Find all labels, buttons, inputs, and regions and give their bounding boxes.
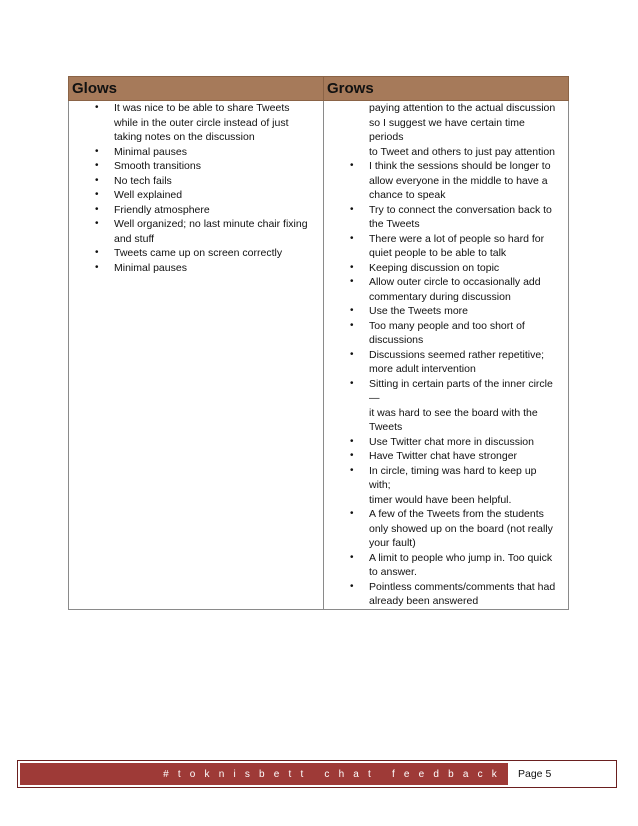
page-footer [17,760,617,788]
list-item [324,159,568,174]
list-item-text: Too many people and too short of [369,319,525,332]
list-item-text: more adult intervention [369,363,476,375]
list-item [324,348,568,363]
list-item-continued [324,116,568,145]
list-item-text: to answer. [369,566,417,578]
list-item-text: Discussions seemed rather repetitive; [369,348,545,361]
list-item-text: Allow outer circle to occasionally add [369,276,541,288]
bullet-icon: • [95,261,99,273]
feedback-table [68,76,569,610]
bullet-icon: • [350,464,354,476]
list-item [324,522,568,537]
list-item-text: Minimal pauses [114,145,187,158]
list-item [324,435,568,450]
bullet-icon: • [350,319,354,331]
list-item-text: and stuff [114,232,155,245]
bullet-icon: • [350,551,354,563]
list-item [324,275,568,290]
list-item [69,174,323,189]
glows-header: Glows [69,77,324,101]
list-item-text: allow everyone in the middle to have a [369,174,548,187]
bullet-icon: • [95,189,99,200]
bullet-icon: • [95,174,99,186]
list-item [324,406,568,421]
list-item-text: only showed up on the board (not really [369,522,553,535]
bullet-icon: • [350,377,354,389]
bullet-icon: • [350,508,354,519]
list-item [324,580,568,595]
bullet-icon: • [350,305,354,316]
bullet-icon: • [350,232,354,244]
grows-list [324,101,568,609]
list-item-text: so I suggest we have certain time periods [369,116,525,143]
list-item [324,449,568,464]
list-item [324,565,568,580]
list-item-text: chance to speak [369,189,446,201]
bullet-icon: • [95,102,99,113]
list-item-text: your fault) [369,537,416,549]
list-item [324,536,568,551]
list-item-text: Tweets [369,421,403,433]
list-item [69,261,323,276]
table-header-row [69,77,569,101]
grows-header: Grows [324,77,569,101]
list-item-text: Try to connect the conversation back to [369,203,552,216]
list-item-text: discussions [369,334,424,346]
list-item-text: Use the Tweets more [369,305,469,317]
list-item [324,261,568,276]
list-item [69,145,323,160]
bullet-icon: • [95,160,99,171]
list-item-text: A few of the Tweets from the students [369,508,544,520]
list-item-text: already been answered [369,595,479,607]
list-item [324,551,568,566]
list-item-text: paying attention to the actual discussion [369,102,556,114]
footer-hashtag-band [20,763,508,785]
list-item-continued [324,145,568,160]
bullet-icon: • [95,247,99,258]
list-item [324,377,568,406]
list-item-text: There were a lot of people so hard for [369,232,545,245]
list-item-text: commentary during discussion [369,290,511,303]
list-item-continued [324,101,568,116]
list-item-text: Tweets came up on screen correctly [114,247,283,259]
bullet-icon: • [350,203,354,215]
list-item-text: I think the sessions should be longer to [369,160,551,172]
glows-cell [69,101,324,610]
list-item [69,130,323,145]
bullet-icon: • [95,218,99,229]
list-item-text: Use Twitter chat more in discussion [369,435,534,448]
list-item [324,290,568,305]
list-item [324,420,568,435]
list-item-text: taking notes on the discussion [114,131,255,143]
list-item [324,464,568,493]
bullet-icon: • [350,580,354,592]
list-item [324,232,568,247]
bullet-icon: • [95,145,99,157]
list-item-text: Minimal pauses [114,261,187,274]
list-item-text: Pointless comments/comments that had [369,580,556,593]
list-item [324,493,568,508]
glows-list [69,101,323,275]
list-item [324,304,568,319]
list-item-text: quiet people to be able to talk [369,247,507,259]
list-item [324,507,568,522]
list-item [69,159,323,174]
bullet-icon: • [350,261,354,273]
list-item [69,101,323,116]
grows-cell [324,101,569,610]
list-item [324,174,568,189]
list-item [69,246,323,261]
list-item-text: Well explained [114,189,183,201]
list-item [324,246,568,261]
list-item-text: A limit to people who jump in. Too quick [369,551,553,564]
bullet-icon: • [350,450,354,461]
bullet-icon: • [350,276,354,287]
list-item-text: Well organized; no last minute chair fixing [114,218,308,230]
list-item-text: No tech fails [114,174,172,187]
list-item [69,217,323,232]
list-item-text: while in the outer circle instead of just [114,116,289,129]
bullet-icon: • [350,160,354,171]
bullet-icon: • [350,435,354,447]
bullet-icon: • [350,348,354,360]
list-item [324,217,568,232]
footer-page [508,763,614,785]
list-item [324,333,568,348]
list-item [324,362,568,377]
bullet-icon: • [95,203,99,215]
table-body-row [69,101,569,610]
list-item-text: Have Twitter chat have stronger [369,450,518,462]
list-item-text: timer would have been helpful. [369,493,512,506]
list-item-text: Sitting in certain parts of the inner circle— [369,377,553,404]
page-number: Page 5 [518,768,552,780]
list-item [324,203,568,218]
list-item [69,203,323,218]
list-item [69,232,323,247]
list-item-text: to Tweet and others to just pay attention [369,145,556,158]
list-item [69,188,323,203]
list-item-text: it was hard to see the board with the [369,406,538,419]
list-item [324,188,568,203]
list-item [324,319,568,334]
list-item-text: Smooth transitions [114,160,201,172]
list-item-text: In circle, timing was hard to keep up with; [369,464,537,491]
list-item-text: It was nice to be able to share Tweets [114,102,290,114]
list-item-text: the Tweets [369,218,420,230]
list-item [69,116,323,131]
list-item-text: Keeping discussion on topic [369,261,500,274]
list-item [324,594,568,609]
footer-hashtag: # t o k n i s b e t t c h a t f e e d b a c k [163,768,500,780]
footer-inner [20,763,614,785]
list-item-text: Friendly atmosphere [114,203,210,216]
